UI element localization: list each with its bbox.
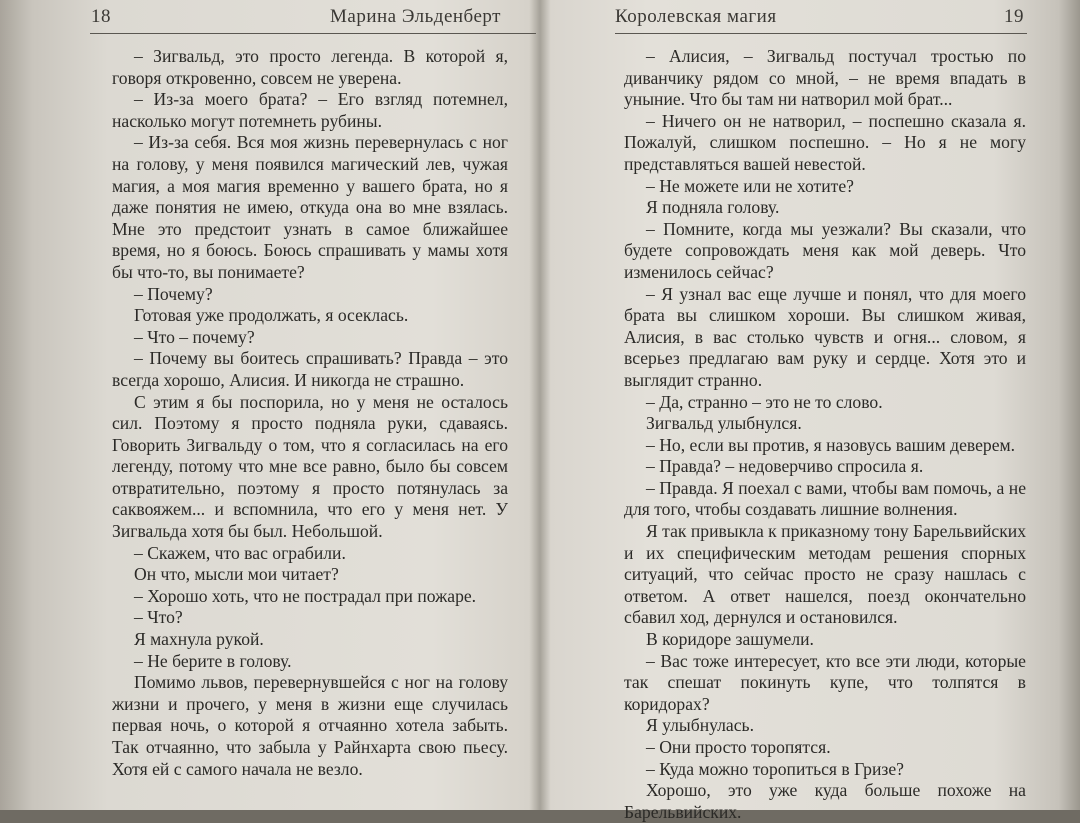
paragraph: – Помните, когда мы уезжали? Вы сказали, что будете сопровождать меня как мой деверь. Что изменилось сейчас? bbox=[624, 218, 1026, 282]
paragraph: В коридоре зашумели. bbox=[646, 629, 814, 650]
paragraph: Он что, мысли мои читает? bbox=[134, 564, 339, 585]
paragraph: – Не берите в голову. bbox=[134, 650, 292, 671]
paragraph: Я улыбнулась. bbox=[646, 715, 754, 736]
paragraph: – Из-за моего брата? – Его взгляд потемнел, насколько могут потемнеть рубины. bbox=[112, 89, 508, 131]
page-number: 19 bbox=[1004, 6, 1024, 27]
paragraph: – Почему вы боитесь спрашивать? Правда – это всегда хорошо, Алисия. И никогда не страшно. bbox=[112, 348, 508, 390]
paragraph: – Что – почему? bbox=[134, 326, 255, 347]
page-text bbox=[624, 46, 1026, 823]
page-text bbox=[112, 46, 508, 780]
paragraph: Хорошо, это уже куда больше похоже на Барельвийских. bbox=[624, 780, 1026, 822]
paragraph: – Из-за себя. Вся моя жизнь перевернулась с ног на голову, у меня появился магический лев, чужая магия, а моя магия временно у вашего брата, но я даже понятия не имею, откуда она во мне взялась. Мне это предстоит узнать в самое ближайшее время, но я боюсь. Боюсь спрашивать у мамы хотя бы что-то, вы понимаете? bbox=[112, 132, 508, 282]
left-page bbox=[0, 0, 548, 810]
paragraph: – Они просто торопятся. bbox=[646, 737, 831, 757]
paragraph: – Правда. Я поехал с вами, чтобы вам помочь, а не для того, чтобы создавать лишние волнения. bbox=[624, 477, 1026, 520]
paragraph: – Алисия, – Зигвальд постучал тростью по диванчику рядом со мной, – не время впадать в уныние. Что бы там ни натворил мой брат... bbox=[624, 46, 1026, 110]
paragraph: – Правда? – недоверчиво спросила я. bbox=[646, 456, 924, 477]
paragraph: Я махнула рукой. bbox=[134, 629, 264, 650]
header-rule bbox=[90, 33, 536, 34]
running-head-author: Марина Эльденберт bbox=[330, 6, 501, 27]
running-head-title: Королевская магия bbox=[615, 6, 777, 27]
paragraph: С этим я бы поспорила, но у меня не осталось сил. Поэтому я просто подняла руки, сдаваясь. Говорить Зигвальду о том, что я согласилась на его легенду, потому что мне все равно, было бы совсем отвратительно, поэтому я просто потянулась за саквояжем... и вспомнила, что его у меня нет. У Зигвальда хотя бы был. Небольшой. bbox=[112, 391, 508, 542]
page-number: 18 bbox=[91, 6, 111, 27]
paragraph: – Я узнал вас еще лучше и понял, что для моего брата вы слишком хороши. Вы слишком живая, Алисия, в вас столько чувств и огня... словом, я всерьез предлагаю вам руку и сердце. Хотя это и выглядит странно. bbox=[624, 283, 1026, 390]
paragraph: Я так привыкла к приказному тону Барельвийских и их специфическим методам решения спорных ситуаций, что сейчас просто не сразу нашлась с ответом. А ответ нашелся, поезд окончательно сбавил ход, дернулся и остановился. bbox=[624, 521, 1026, 628]
paragraph: Я подняла голову. bbox=[646, 197, 780, 218]
paragraph: – Но, если вы против, я назовусь вашим деверем. bbox=[646, 434, 1016, 455]
paragraph: Зигвальд улыбнулся. bbox=[646, 413, 802, 434]
paragraph: – Не можете или не хотите? bbox=[646, 175, 854, 196]
paragraph: – Зигвальд, это просто легенда. В которой я, говоря откровенно, совсем не уверена. bbox=[112, 46, 508, 88]
paragraph: – Ничего он не натворил, – поспешно сказала я. Пожалуй, слишком поспешно. – Но я не могу представляться вашей невестой. bbox=[624, 110, 1026, 174]
paragraph: – Скажем, что вас ограбили. bbox=[134, 542, 346, 563]
paragraph: Помимо львов, перевернувшейся с ног на голову жизни и прочего, у меня в жизни еще случилась первая ночь, о которой я отчаянно хотела забыть. Так отчаянно, что забыла у Райнхарта свою пьесу. Хотя ей с самого начала не везло. bbox=[112, 672, 508, 779]
paragraph: – Куда можно торопиться в Гризе? bbox=[646, 758, 904, 779]
header-rule bbox=[615, 33, 1027, 34]
paragraph: Готовая уже продолжать, я осеклась. bbox=[134, 305, 409, 326]
paragraph: – Что? bbox=[134, 607, 183, 628]
right-page bbox=[552, 0, 1080, 822]
paragraph: – Почему? bbox=[134, 283, 213, 304]
paragraph: – Хорошо хоть, что не пострадал при пожаре. bbox=[134, 585, 477, 606]
paragraph: – Вас тоже интересует, кто все эти люди, которые так спешат покинуть купе, что толпятся в коридорах? bbox=[624, 650, 1026, 714]
paragraph: – Да, странно – это не то слово. bbox=[646, 391, 883, 412]
